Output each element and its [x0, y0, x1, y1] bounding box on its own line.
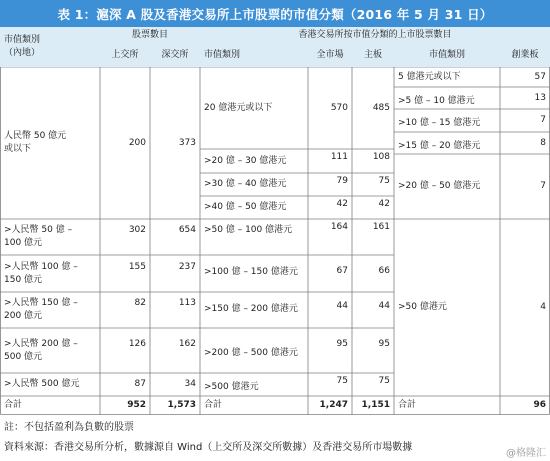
hk-full: 164	[330, 222, 348, 232]
hk-main: 161	[372, 222, 390, 232]
gem-count: 7	[540, 115, 546, 125]
header-stock-count: 股票數目	[100, 27, 200, 44]
mainland-sh: 200	[128, 137, 146, 148]
gem-count: 7	[540, 181, 546, 191]
header-shanghai: 上交所	[100, 44, 150, 67]
mainland-category: >人民幣 500 億元	[4, 379, 80, 389]
hk-category: >50 億 – 100 億港元	[204, 225, 293, 235]
header-gem: 創業板	[500, 44, 550, 67]
mainland-sz: 654	[178, 225, 196, 235]
hk-main: 66	[378, 266, 390, 276]
hk-full: 67	[336, 266, 348, 276]
mainland-category: >人民幣 50 億 – 100 億元	[4, 225, 73, 248]
gem-category: >50 億港元	[398, 302, 447, 312]
hk-main: 75	[378, 376, 390, 386]
hk-main: 42	[378, 199, 390, 209]
total-main: 1,151	[361, 400, 390, 410]
mainland-sz: 237	[178, 262, 196, 272]
table-title: 表 1：滬深 A 股及香港交易所上市股票的市值分類（2016 年 5 月 31 日）	[0, 0, 550, 27]
source-text: 資料來源：香港交易所分析，數據源自 Wind（上交所及深交所數據）及香港交易所市場數據	[4, 442, 413, 453]
hk-full: 79	[336, 176, 348, 186]
footnotes	[4, 418, 550, 458]
total-sz: 1,573	[167, 400, 196, 410]
gem-category: >10 億 – 15 億港元	[398, 118, 481, 128]
note-text: 註：不包括盈利為負數的股票	[4, 422, 134, 433]
gem-count: 13	[534, 92, 546, 103]
header-full-market: 全市場	[308, 44, 352, 67]
hk-full: 42	[336, 199, 348, 209]
total-hk-label: 合計	[204, 400, 223, 410]
hk-full: 75	[336, 376, 348, 386]
hk-full: 570	[330, 102, 348, 113]
header-shenzhen: 深交所	[150, 44, 200, 67]
total-gem: 96	[533, 400, 546, 410]
mainland-sh: 82	[134, 298, 146, 308]
hk-main: 108	[372, 152, 390, 162]
gem-count: 57	[534, 71, 546, 82]
total-label: 合計	[4, 400, 23, 410]
gem-category: 5 億港元或以下	[398, 71, 461, 82]
mainland-category: >人民幣 150 億 – 200 億元	[4, 298, 78, 321]
header-hk-group: 香港交易所按市值分類的上市股票數目	[200, 27, 550, 44]
mainland-sh: 87	[134, 379, 146, 389]
mainland-sz: 373	[178, 137, 196, 148]
mainland-category: 人民幣 50 億元 或以下	[4, 131, 67, 154]
hk-category: >150 億 – 200 億港元	[204, 304, 298, 314]
gem-category: >15 億 – 20 億港元	[398, 141, 481, 151]
gem-count: 4	[540, 302, 546, 312]
mainland-sz: 113	[178, 298, 196, 308]
header-mainland-category: 市值類別 （內地）	[0, 27, 100, 67]
mainland-sh: 302	[128, 225, 146, 235]
header-main-board: 主板	[352, 44, 394, 67]
mainland-sz: 34	[184, 379, 196, 389]
hk-full: 111	[330, 152, 348, 162]
hk-full: 95	[336, 339, 348, 349]
hk-main: 75	[378, 176, 390, 186]
gem-category: >20 億 – 50 億港元	[398, 181, 481, 191]
hk-full: 44	[336, 301, 348, 311]
hk-category: >20 億 – 30 億港元	[204, 155, 287, 166]
hk-category: 20 億港元或以下	[204, 102, 273, 113]
gem-count: 8	[540, 137, 546, 148]
hk-main: 95	[378, 339, 390, 349]
total-full: 1,247	[319, 400, 348, 410]
hk-main: 485	[372, 102, 390, 113]
hk-category: >30 億 – 40 億港元	[204, 179, 287, 189]
hk-category: >500 億港元	[204, 382, 259, 392]
total-gem-label: 合計	[398, 400, 417, 410]
watermark: @格隆汇	[506, 448, 546, 459]
mainland-sh: 155	[128, 262, 146, 272]
mainland-category: >人民幣 100 億 – 150 億元	[4, 261, 78, 285]
hk-category: >100 億 – 150 億港元	[204, 267, 298, 277]
hk-category: >40 億 – 50 億港元	[204, 202, 287, 212]
header-hk-category: 市值類別	[200, 44, 308, 67]
total-sh: 952	[127, 400, 146, 410]
mainland-category: >人民幣 200 億 – 500 億元	[4, 338, 78, 362]
header-gem-category: 市值類別	[394, 44, 500, 67]
mainland-sz: 162	[178, 339, 196, 349]
hk-category: >200 億 – 500 億港元	[204, 348, 298, 358]
mainland-sh: 126	[128, 339, 146, 349]
hk-main: 44	[378, 301, 390, 311]
gem-category: >5 億 – 10 億港元	[398, 96, 475, 106]
market-cap-table	[0, 27, 550, 415]
